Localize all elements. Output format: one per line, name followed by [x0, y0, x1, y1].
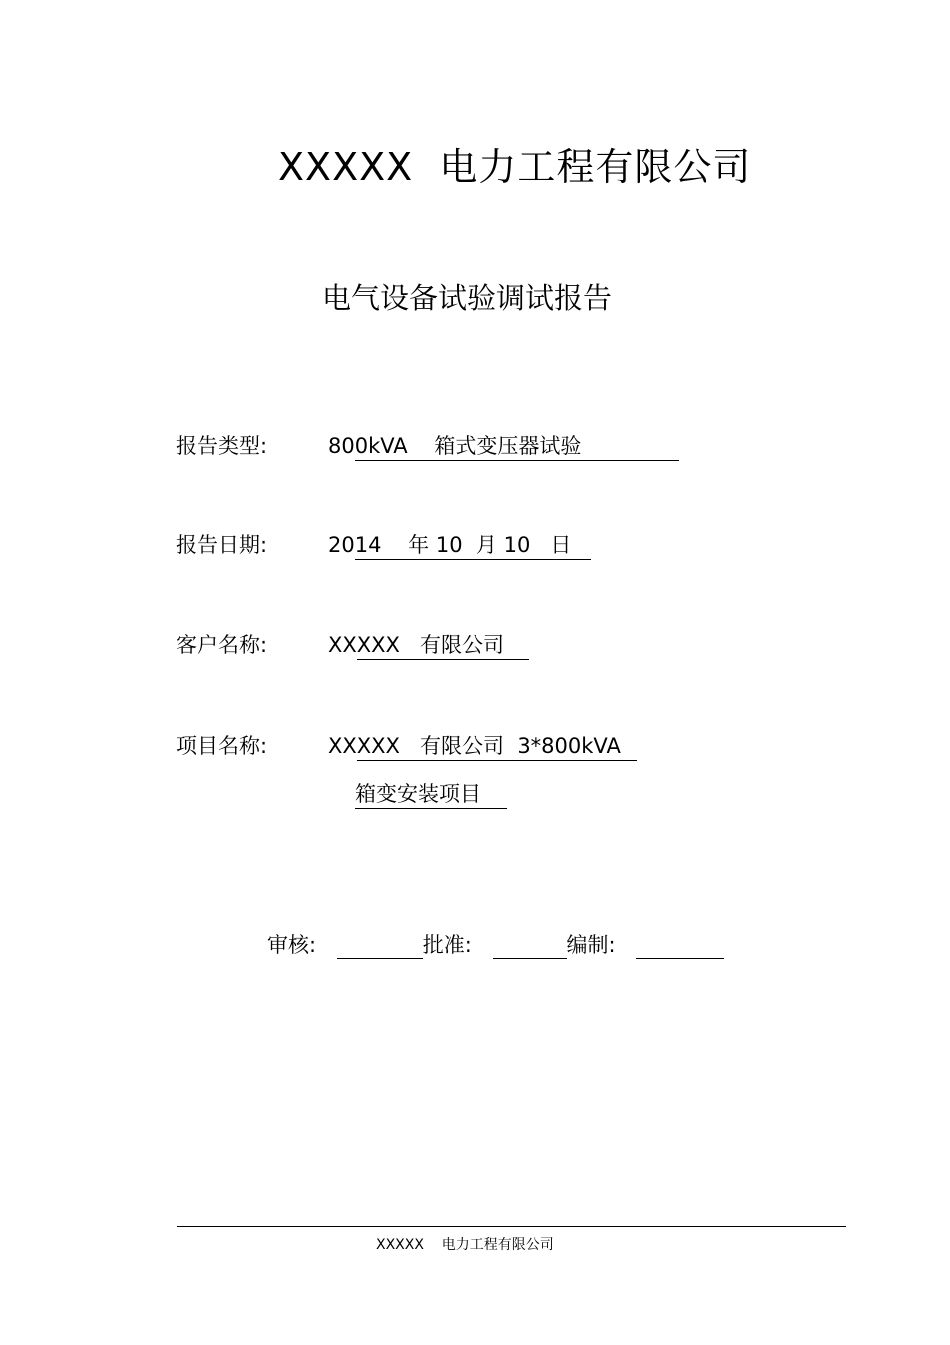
project-name-value: [328, 730, 637, 761]
customer-name-text: XXX 有限公司: [357, 629, 529, 660]
report-type-prefix: 80: [328, 434, 355, 458]
report-title: 电气设备试验调试报告: [322, 281, 613, 315]
approve-label: 批准:: [422, 933, 472, 957]
project-name-label: 项目名称:: [176, 734, 268, 758]
project-name-line2: [355, 778, 507, 809]
customer-name-prefix: XX: [328, 633, 357, 657]
project-name-prefix: XX: [328, 734, 357, 758]
compile-blank: [636, 936, 724, 959]
footer-divider: [177, 1226, 846, 1227]
review-blank: [337, 936, 423, 959]
customer-name-value: [328, 629, 529, 660]
report-type-text: 0kVA 箱式变压器试验: [355, 430, 679, 461]
customer-name-label: 客户名称:: [176, 633, 268, 657]
signature-row: [267, 929, 724, 959]
project-name-text: XXX 有限公司 3*800kVA: [357, 730, 637, 761]
report-date-value: [328, 529, 591, 560]
compile-label: 编制:: [566, 933, 616, 957]
company-title: XXXXX 电力工程有限公司: [278, 145, 752, 189]
review-label: 审核:: [267, 933, 317, 957]
report-date-prefix: 20: [328, 533, 355, 557]
report-date-label: 报告日期:: [176, 533, 268, 557]
approve-blank: [493, 936, 567, 959]
footer-company: XXXXX 电力工程有限公司: [376, 1237, 554, 1253]
report-type-value: [328, 430, 679, 461]
project-name-text-line2: 箱变安装项目: [355, 778, 507, 809]
report-date-text: 14 年 10 月 10 日: [355, 529, 591, 560]
report-type-label: 报告类型:: [176, 434, 268, 458]
